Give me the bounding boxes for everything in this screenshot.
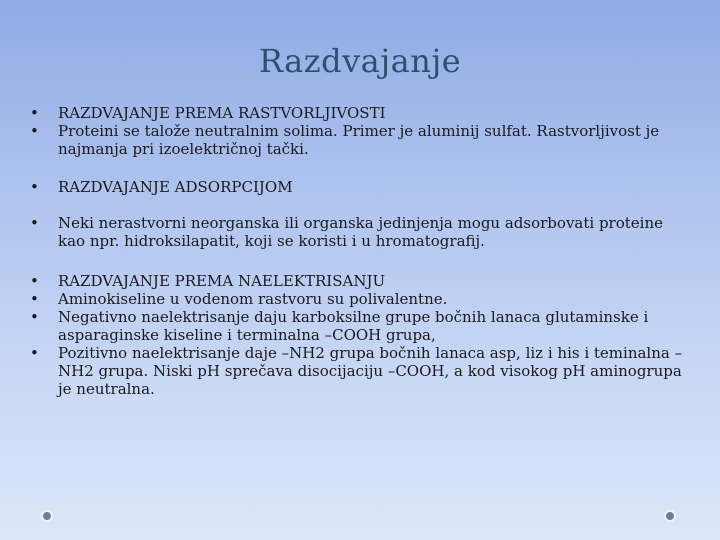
bullet-item	[28, 308, 688, 344]
slide-title: Razdvajanje	[258, 42, 462, 80]
bullet-text: Aminokiseline u vodenom rastvoru su polivalentne.	[58, 290, 448, 308]
bullet-icon: •	[30, 272, 39, 290]
bullet-item	[28, 344, 688, 398]
bullet-item	[28, 290, 688, 308]
bullet-text: Pozitivno naelektrisanje daje –NH2 grupa bočnih lanaca asp, liz i his i teminalna –NH2 grupa. Niski pH sprečava disocijaciju –COOH, a kod visokog pH aminogrupa je neutralna.	[58, 344, 683, 398]
bullet-icon: •	[30, 214, 39, 232]
bullet-list	[28, 104, 688, 398]
bullet-item	[28, 178, 688, 196]
bullet-text: RAZDVAJANJE ADSORPCIJOM	[58, 178, 293, 196]
bullet-item	[28, 104, 688, 122]
bullet-text: Proteini se taložе neutralnim solima. Primer je aluminij sulfat. Rastvorljivost je najmanja pri izoelektričnoj tački.	[58, 122, 660, 158]
corner-dot-right-icon	[666, 512, 674, 520]
bullet-icon: •	[30, 308, 39, 326]
bullet-icon: •	[30, 344, 39, 362]
bullet-text: RAZDVAJANJE PREMA NAELEKTRISANJU	[58, 272, 386, 290]
bullet-icon: •	[30, 104, 39, 122]
corner-dot-left-icon	[43, 512, 51, 520]
bullet-text: Neki nerastvorni neorganska ili organska jedinjenja mogu adsorbovati proteine kao npr. hidroksilapatit, koji se koristi i u hromatografij.	[58, 214, 663, 250]
bullet-icon: •	[30, 290, 39, 308]
bullet-text: Negativno naelektrisanje daju karboksilne grupe bočnih lanaca glutaminske i asparaginske kiseline i terminalna –COOH grupa,	[58, 308, 649, 344]
bullet-icon: •	[30, 178, 39, 196]
bullet-item	[28, 122, 688, 158]
bullet-item	[28, 214, 688, 250]
bullet-icon: •	[30, 122, 39, 140]
bullet-text: RAZDVAJANJE PREMA RASTVORLJIVOSTI	[58, 104, 386, 122]
bullet-item	[28, 272, 688, 290]
